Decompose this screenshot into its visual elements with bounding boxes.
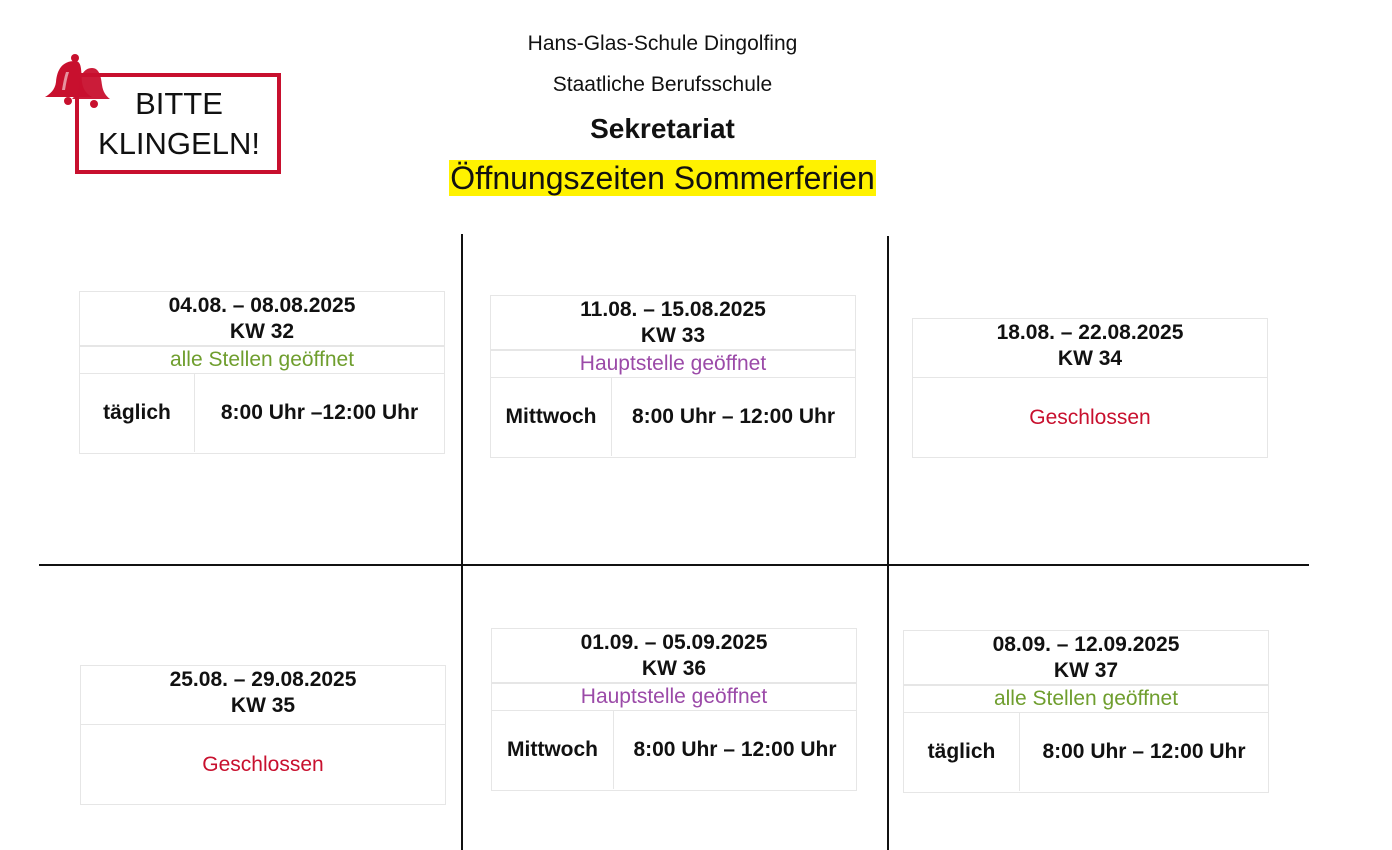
week-hours: 8:00 Uhr – 12:00 Uhr	[633, 738, 837, 761]
week-number: KW 37	[1053, 659, 1119, 682]
week-card-kw37	[903, 630, 1269, 793]
grid-divider-vertical-left	[461, 234, 463, 850]
week-number: KW 33	[640, 324, 706, 347]
week-card-kw34	[912, 318, 1268, 458]
week-status: Geschlossen	[1029, 406, 1151, 429]
week-hours: 8:00 Uhr – 12:00 Uhr	[631, 405, 836, 428]
doorbell-sign-line1: BITTE	[135, 85, 223, 121]
school-type: Staatliche Berufsschule	[552, 73, 773, 96]
week-card-kw36	[491, 628, 857, 791]
page-title-text: Öffnungszeiten Sommerferien	[450, 160, 875, 196]
week-dates: 08.09. – 12.09.2025	[992, 633, 1180, 656]
week-dates: 18.08. – 22.08.2025	[996, 321, 1184, 344]
week-hours: 8:00 Uhr – 12:00 Uhr	[1042, 740, 1246, 763]
week-card-kw33	[490, 295, 856, 458]
week-number: KW 34	[1057, 347, 1123, 370]
week-status: Geschlossen	[202, 753, 324, 776]
week-number: KW 32	[229, 320, 295, 343]
week-day: täglich	[80, 374, 195, 452]
week-number: KW 35	[230, 694, 296, 717]
grid-divider-horizontal	[39, 564, 1309, 566]
school-name: Hans-Glas-Schule Dingolfing	[527, 32, 798, 55]
week-status: alle Stellen geöffnet	[80, 346, 444, 374]
week-status: alle Stellen geöffnet	[904, 685, 1268, 713]
week-card-kw32	[79, 291, 445, 454]
week-day: Mittwoch	[492, 711, 614, 789]
week-status: Hauptstelle geöffnet	[492, 683, 856, 711]
week-card-kw35	[80, 665, 446, 805]
bell-icon	[42, 52, 118, 110]
week-dates: 25.08. – 29.08.2025	[169, 668, 357, 691]
office-heading: Sekretariat	[590, 113, 735, 144]
week-status: Hauptstelle geöffnet	[491, 350, 855, 378]
week-day: Mittwoch	[491, 378, 612, 456]
week-hours: 8:00 Uhr –12:00 Uhr	[220, 401, 419, 424]
week-dates: 01.09. – 05.09.2025	[580, 631, 768, 654]
week-dates: 04.08. – 08.08.2025	[168, 294, 356, 317]
grid-divider-vertical-right	[887, 236, 889, 850]
week-day: täglich	[904, 713, 1020, 791]
week-dates: 11.08. – 15.08.2025	[580, 298, 766, 321]
doorbell-sign-line2: KLINGELN!	[98, 125, 260, 161]
week-number: KW 36	[641, 657, 707, 680]
